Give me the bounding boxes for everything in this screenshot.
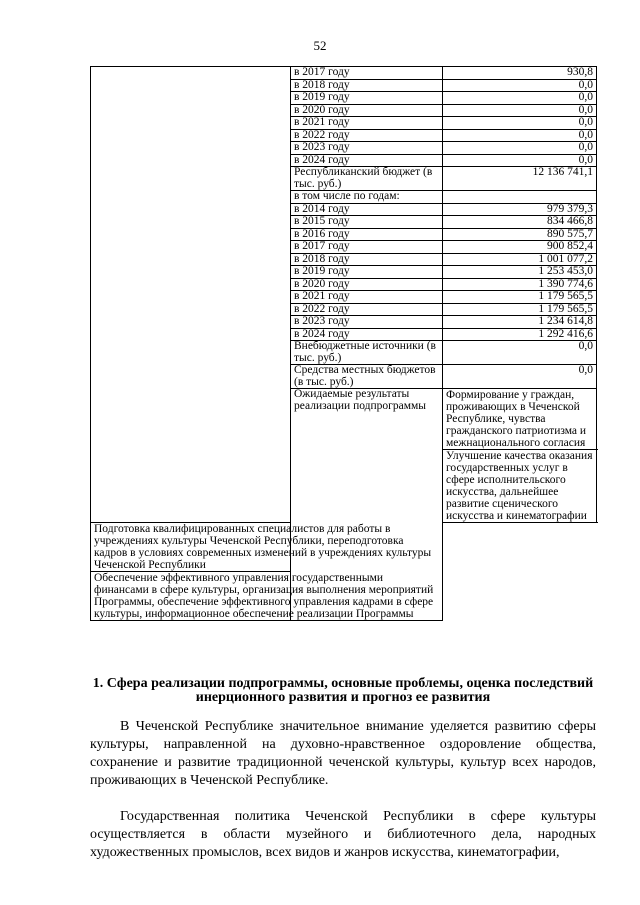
- expected-results-label: Ожидаемые результаты реализации подпрограммы: [291, 389, 443, 621]
- year-value: 0,0: [443, 79, 597, 92]
- year-value: 0,0: [443, 129, 597, 142]
- year-label: в 2023 году: [291, 316, 443, 329]
- extrabudgetary-label: Внебюджетные источники (в тыс. руб.): [291, 341, 443, 365]
- year-label: в 2020 году: [291, 104, 443, 117]
- body-paragraph: Государственная политика Чеченской Республики в сфере культуры осуществляется в области музейного и библиотечного дела, народных художественных промыслов, всех видов и жанров искусства, кинематографии,: [90, 809, 596, 860]
- extrabudgetary-value: 0,0: [443, 341, 597, 365]
- year-label: в 2020 году: [291, 278, 443, 291]
- local-budgets-label: Средства местных бюджетов (в тыс. руб.): [291, 365, 443, 389]
- year-label: в 2017 году: [291, 67, 443, 80]
- year-value: 0,0: [443, 104, 597, 117]
- year-label: в 2021 году: [291, 117, 443, 130]
- year-label: в 2022 году: [291, 129, 443, 142]
- year-label: в 2014 году: [291, 203, 443, 216]
- table-row: [91, 523, 597, 572]
- expected-result-item: Подготовка квалифицированных специалистов для работы в учреждениях культуры Чеченской Республики, переподготовка кадров в условиях современных изменений в учреждениях культуры Чеченской Республики: [91, 523, 443, 572]
- year-label: в 2019 году: [291, 92, 443, 105]
- passport-table: [90, 66, 597, 621]
- year-value: 979 379,3: [443, 203, 597, 216]
- section-heading: 1. Сфера реализации подпрограммы, основные проблемы, оценка последствий инерционного развития и прогноз ее развития: [92, 676, 594, 705]
- expected-result-item: Улучшение качества оказания государственных услуг в сфере исполнительского искусства, дальнейшее развитие сценического искусства и кинематографии: [443, 450, 597, 523]
- year-label: в 2018 году: [291, 79, 443, 92]
- year-value: 1 234 614,8: [443, 316, 597, 329]
- page-number: 52: [313, 38, 327, 53]
- year-value: 890 575,7: [443, 228, 597, 241]
- republican-budget-value: 12 136 741,1: [443, 167, 597, 191]
- year-label: в 2023 году: [291, 142, 443, 155]
- year-label: в 2024 году: [291, 154, 443, 167]
- expected-result-item: Формирование у граждан, проживающих в Чеченской Республике, чувства гражданского патриотизма и межнационального согласия: [443, 389, 597, 450]
- year-value: 1 179 565,5: [443, 303, 597, 316]
- year-value: 0,0: [443, 154, 597, 167]
- year-label: в 2018 году: [291, 253, 443, 266]
- year-value: 930,8: [443, 67, 597, 80]
- year-value: 1 292 416,6: [443, 328, 597, 341]
- republican-budget-label: Республиканский бюджет (в тыс. руб.): [291, 167, 443, 191]
- year-value: 0,0: [443, 117, 597, 130]
- year-value: 1 001 077,2: [443, 253, 597, 266]
- year-value: 1 179 565,5: [443, 291, 597, 304]
- year-label: в 2021 году: [291, 291, 443, 304]
- year-value: 900 852,4: [443, 241, 597, 254]
- including-by-years-label: в том числе по годам:: [291, 191, 443, 204]
- local-budgets-value: 0,0: [443, 365, 597, 389]
- year-value: 834 466,8: [443, 216, 597, 229]
- year-label: в 2017 году: [291, 241, 443, 254]
- body-paragraph: В Чеченской Республике значительное внимание уделяется развитию сферы культуры, направленной на духовно-нравственное оздоровление общества, сохранение и развитие традиционной чеченской культуры, культур всех народов, проживающих в Чеченской Республике.: [90, 719, 596, 788]
- year-label: в 2022 году: [291, 303, 443, 316]
- expected-result-item: Обеспечение эффективного управления государственными финансами в сфере культуры, организация выполнения мероприятий Программы, обеспечение эффективного управления кадрами в сфере культуры, информационное обеспечение реализации Программы: [91, 572, 443, 621]
- year-value: 0,0: [443, 142, 597, 155]
- year-value: 1 390 774,6: [443, 278, 597, 291]
- empty-cell: [443, 191, 597, 204]
- passport-table-body: [91, 67, 597, 621]
- year-label: в 2019 году: [291, 266, 443, 279]
- year-value: 0,0: [443, 92, 597, 105]
- year-label: в 2015 году: [291, 216, 443, 229]
- year-label: в 2016 году: [291, 228, 443, 241]
- table-row: [91, 67, 597, 80]
- table-row: [91, 572, 597, 621]
- year-value: 1 253 453,0: [443, 266, 597, 279]
- funding-empty-cell: [91, 67, 291, 523]
- year-label: в 2024 году: [291, 328, 443, 341]
